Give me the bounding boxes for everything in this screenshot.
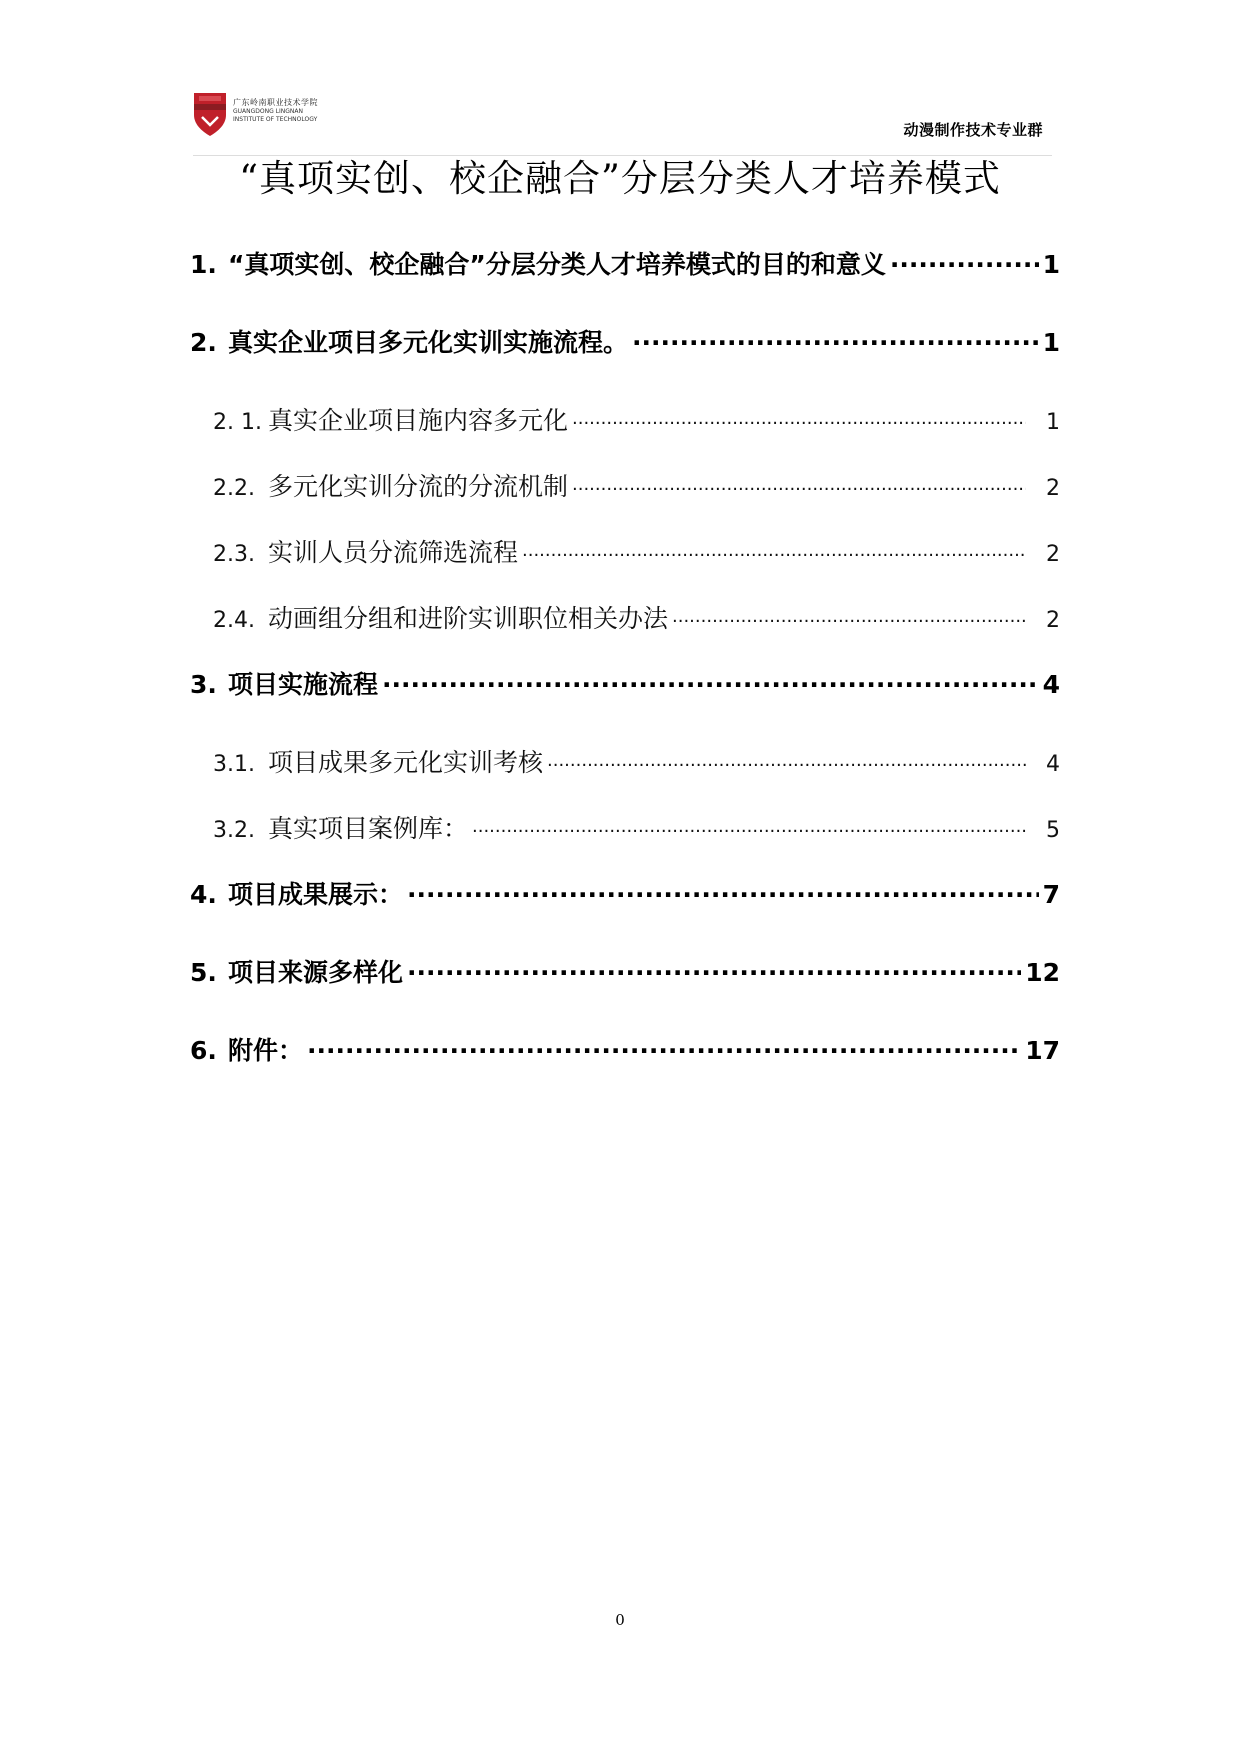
toc-entry-title: 附件：	[228, 1036, 304, 1065]
college-name-cn: 广东岭南职业技术学院	[233, 98, 318, 107]
toc-entry-number: 3.1.	[213, 752, 255, 777]
college-shield-icon	[193, 91, 227, 137]
toc-entry[interactable]	[190, 809, 1060, 875]
toc-entry-title: 多元化实训分流的分流机制	[268, 472, 569, 501]
toc-entry-page: 7	[1042, 880, 1060, 909]
toc-entry-number: 2.	[190, 328, 217, 357]
toc-entry[interactable]	[190, 533, 1060, 599]
toc-entry[interactable]	[190, 953, 1060, 1031]
toc-dot-leader	[307, 1034, 1021, 1059]
toc-entry-page: 4	[1046, 752, 1060, 777]
toc-entry-title: 真实企业项目施内容多元化	[268, 406, 569, 435]
toc-entry-number: 4.	[190, 880, 217, 909]
toc-entry-title: 项目成果多元化实训考核	[268, 748, 544, 777]
toc-entry[interactable]	[190, 323, 1060, 401]
toc-entry[interactable]	[190, 665, 1060, 743]
toc-entry-number: 1.	[190, 250, 217, 279]
toc-entry-page: 1	[1042, 328, 1060, 357]
toc-entry[interactable]	[190, 245, 1060, 323]
toc-entry[interactable]	[190, 599, 1060, 665]
toc-entry-title: 真实项目案例库：	[268, 814, 469, 843]
college-name-en: GUANGDONG LINGNAN INSTITUTE OF TECHNOLOGY	[233, 108, 318, 123]
toc-entry[interactable]	[190, 743, 1060, 809]
toc-entry-page: 12	[1025, 958, 1060, 987]
toc-entry-page: 1	[1046, 410, 1060, 435]
toc-dot-leader	[632, 326, 1039, 351]
toc-dot-leader	[407, 956, 1021, 981]
toc-entry-page: 17	[1025, 1036, 1060, 1065]
toc-dot-leader	[382, 668, 1039, 693]
toc-entry-number: 6.	[190, 1036, 217, 1065]
toc-entry[interactable]	[190, 467, 1060, 533]
toc-entry-page: 1	[1042, 250, 1060, 279]
toc-dot-leader	[572, 404, 1026, 429]
toc-dot-leader	[672, 602, 1026, 627]
toc-dot-leader	[407, 878, 1039, 903]
department-name: 动漫制作技术专业群	[903, 121, 1043, 139]
toc-dot-leader	[522, 536, 1026, 561]
toc-dot-leader	[890, 248, 1039, 273]
toc-entry-number: 2.2.	[213, 476, 255, 501]
toc-entry[interactable]	[190, 875, 1060, 953]
toc-entry-title: 真实企业项目多元化实训实施流程。	[228, 328, 629, 357]
table-of-contents	[190, 245, 1060, 1109]
toc-entry-title: 动画组分组和进阶实训职位相关办法	[268, 604, 669, 633]
toc-entry-title: “真项实创、校企融合”分层分类人才培养模式的目的和意义	[228, 250, 886, 279]
toc-entry-page: 2	[1046, 476, 1060, 501]
toc-entry-title: 实训人员分流筛选流程	[268, 538, 519, 567]
toc-entry-number: 2.3.	[213, 542, 255, 567]
toc-entry-number: 2.4.	[213, 608, 255, 633]
document-title: “真项实创、校企融合”分层分类人才培养模式	[239, 157, 1001, 200]
toc-entry-number: 2. 1.	[213, 410, 262, 435]
toc-entry-title: 项目来源多样化	[228, 958, 404, 987]
toc-entry-page: 4	[1042, 670, 1060, 699]
toc-entry-page: 2	[1046, 542, 1060, 567]
toc-entry-number: 3.2.	[213, 818, 255, 843]
toc-entry[interactable]	[190, 401, 1060, 467]
toc-dot-leader	[472, 812, 1026, 837]
toc-entry-title: 项目成果展示：	[228, 880, 404, 909]
page-number: 0	[615, 1611, 625, 1629]
toc-entry-page: 2	[1046, 608, 1060, 633]
college-logo	[193, 91, 323, 143]
toc-entry-page: 5	[1046, 818, 1060, 843]
toc-entry[interactable]	[190, 1031, 1060, 1109]
toc-entry-title: 项目实施流程	[228, 670, 379, 699]
toc-entry-number: 3.	[190, 670, 217, 699]
toc-entry-number: 5.	[190, 958, 217, 987]
toc-dot-leader	[547, 746, 1026, 771]
toc-dot-leader	[572, 470, 1026, 495]
